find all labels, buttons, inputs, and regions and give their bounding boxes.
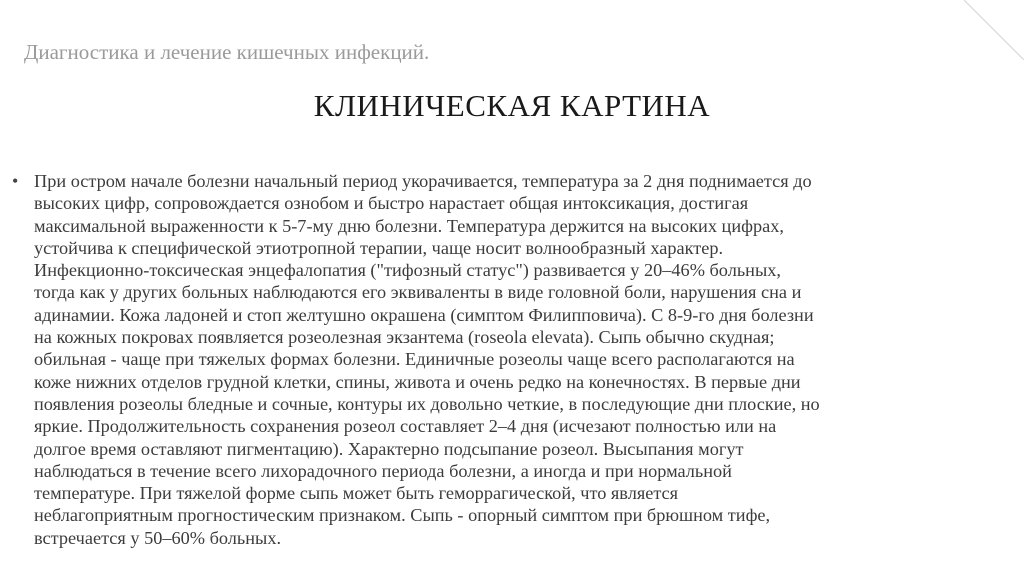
bullet-item <box>12 170 1012 549</box>
paragraph-line: яркие. Продолжительность сохранения розеол составляет 2–4 дня (исчезают полностью или на <box>34 416 777 437</box>
paragraph-line: неблагоприятным прогностическим признаком. Сыпь - опорный симптом при брюшном тифе, <box>34 505 771 526</box>
paragraph-line: появления розеолы бледные и сочные, контуры их довольно четкие, в последующие дни плоские, но <box>34 393 820 414</box>
paragraph-line: Инфекционно-токсическая энцефалопатия ("тифозный статус") развивается у 20–46% больных, <box>34 260 781 281</box>
paragraph-line: обильная - чаще при тяжелых формах болезни. Единичные розеолы чаще всего располагаются на <box>34 349 795 370</box>
slide-subtitle: Диагностика и лечение кишечных инфекций. <box>24 40 430 64</box>
corner-decoration <box>964 0 1024 60</box>
paragraph-line: адинамии. Кожа ладоней и стоп желтушно окрашена (симптом Филипповича). С 8-9-го дня болезни <box>34 304 814 325</box>
paragraph-line: долгое время оставляют пигментацию). Характерно подсыпание розеол. Высыпания могут <box>34 438 744 459</box>
slide-title: КЛИНИЧЕСКАЯ КАРТИНА <box>313 88 711 123</box>
paragraph-line: температуре. При тяжелой форме сыпь может быть геморрагической, что является <box>34 483 679 504</box>
paragraph-line: высоких цифр, сопровождается ознобом и быстро нарастает общая интоксикация, достигая <box>34 193 749 214</box>
paragraph-line: При остром начале болезни начальный период укорачивается, температура за 2 дня поднимается до <box>34 171 812 191</box>
paragraph-line: наблюдаться в течение всего лихорадочного периода болезни, а иногда и при нормальной <box>34 460 732 481</box>
paragraph-line: тогда как у других больных наблюдаются его эквиваленты в виде головной боли, нарушения сна и <box>34 282 802 303</box>
paragraph-line: встречается у 50–60% больных. <box>34 527 282 548</box>
paragraph-line: коже нижних отделов грудной клетки, спины, живота и очень редко на конечностях. В первые дни <box>34 371 801 392</box>
paragraph-line: устойчива к специфической этиотропной терапии, чаще носит волнообразный характер. <box>34 237 724 258</box>
bullet-marker: • <box>12 171 19 191</box>
slide-body <box>12 170 1012 549</box>
bullet-paragraph <box>34 170 1012 549</box>
paragraph-line: максимальной выраженности к 5-7-му дню болезни. Температура держится на высоких цифрах, <box>34 215 784 236</box>
paragraph-line: на кожных покровах появляется розеолезная экзантема (roseola elevata). Сыпь обычно скудная; <box>34 327 775 348</box>
